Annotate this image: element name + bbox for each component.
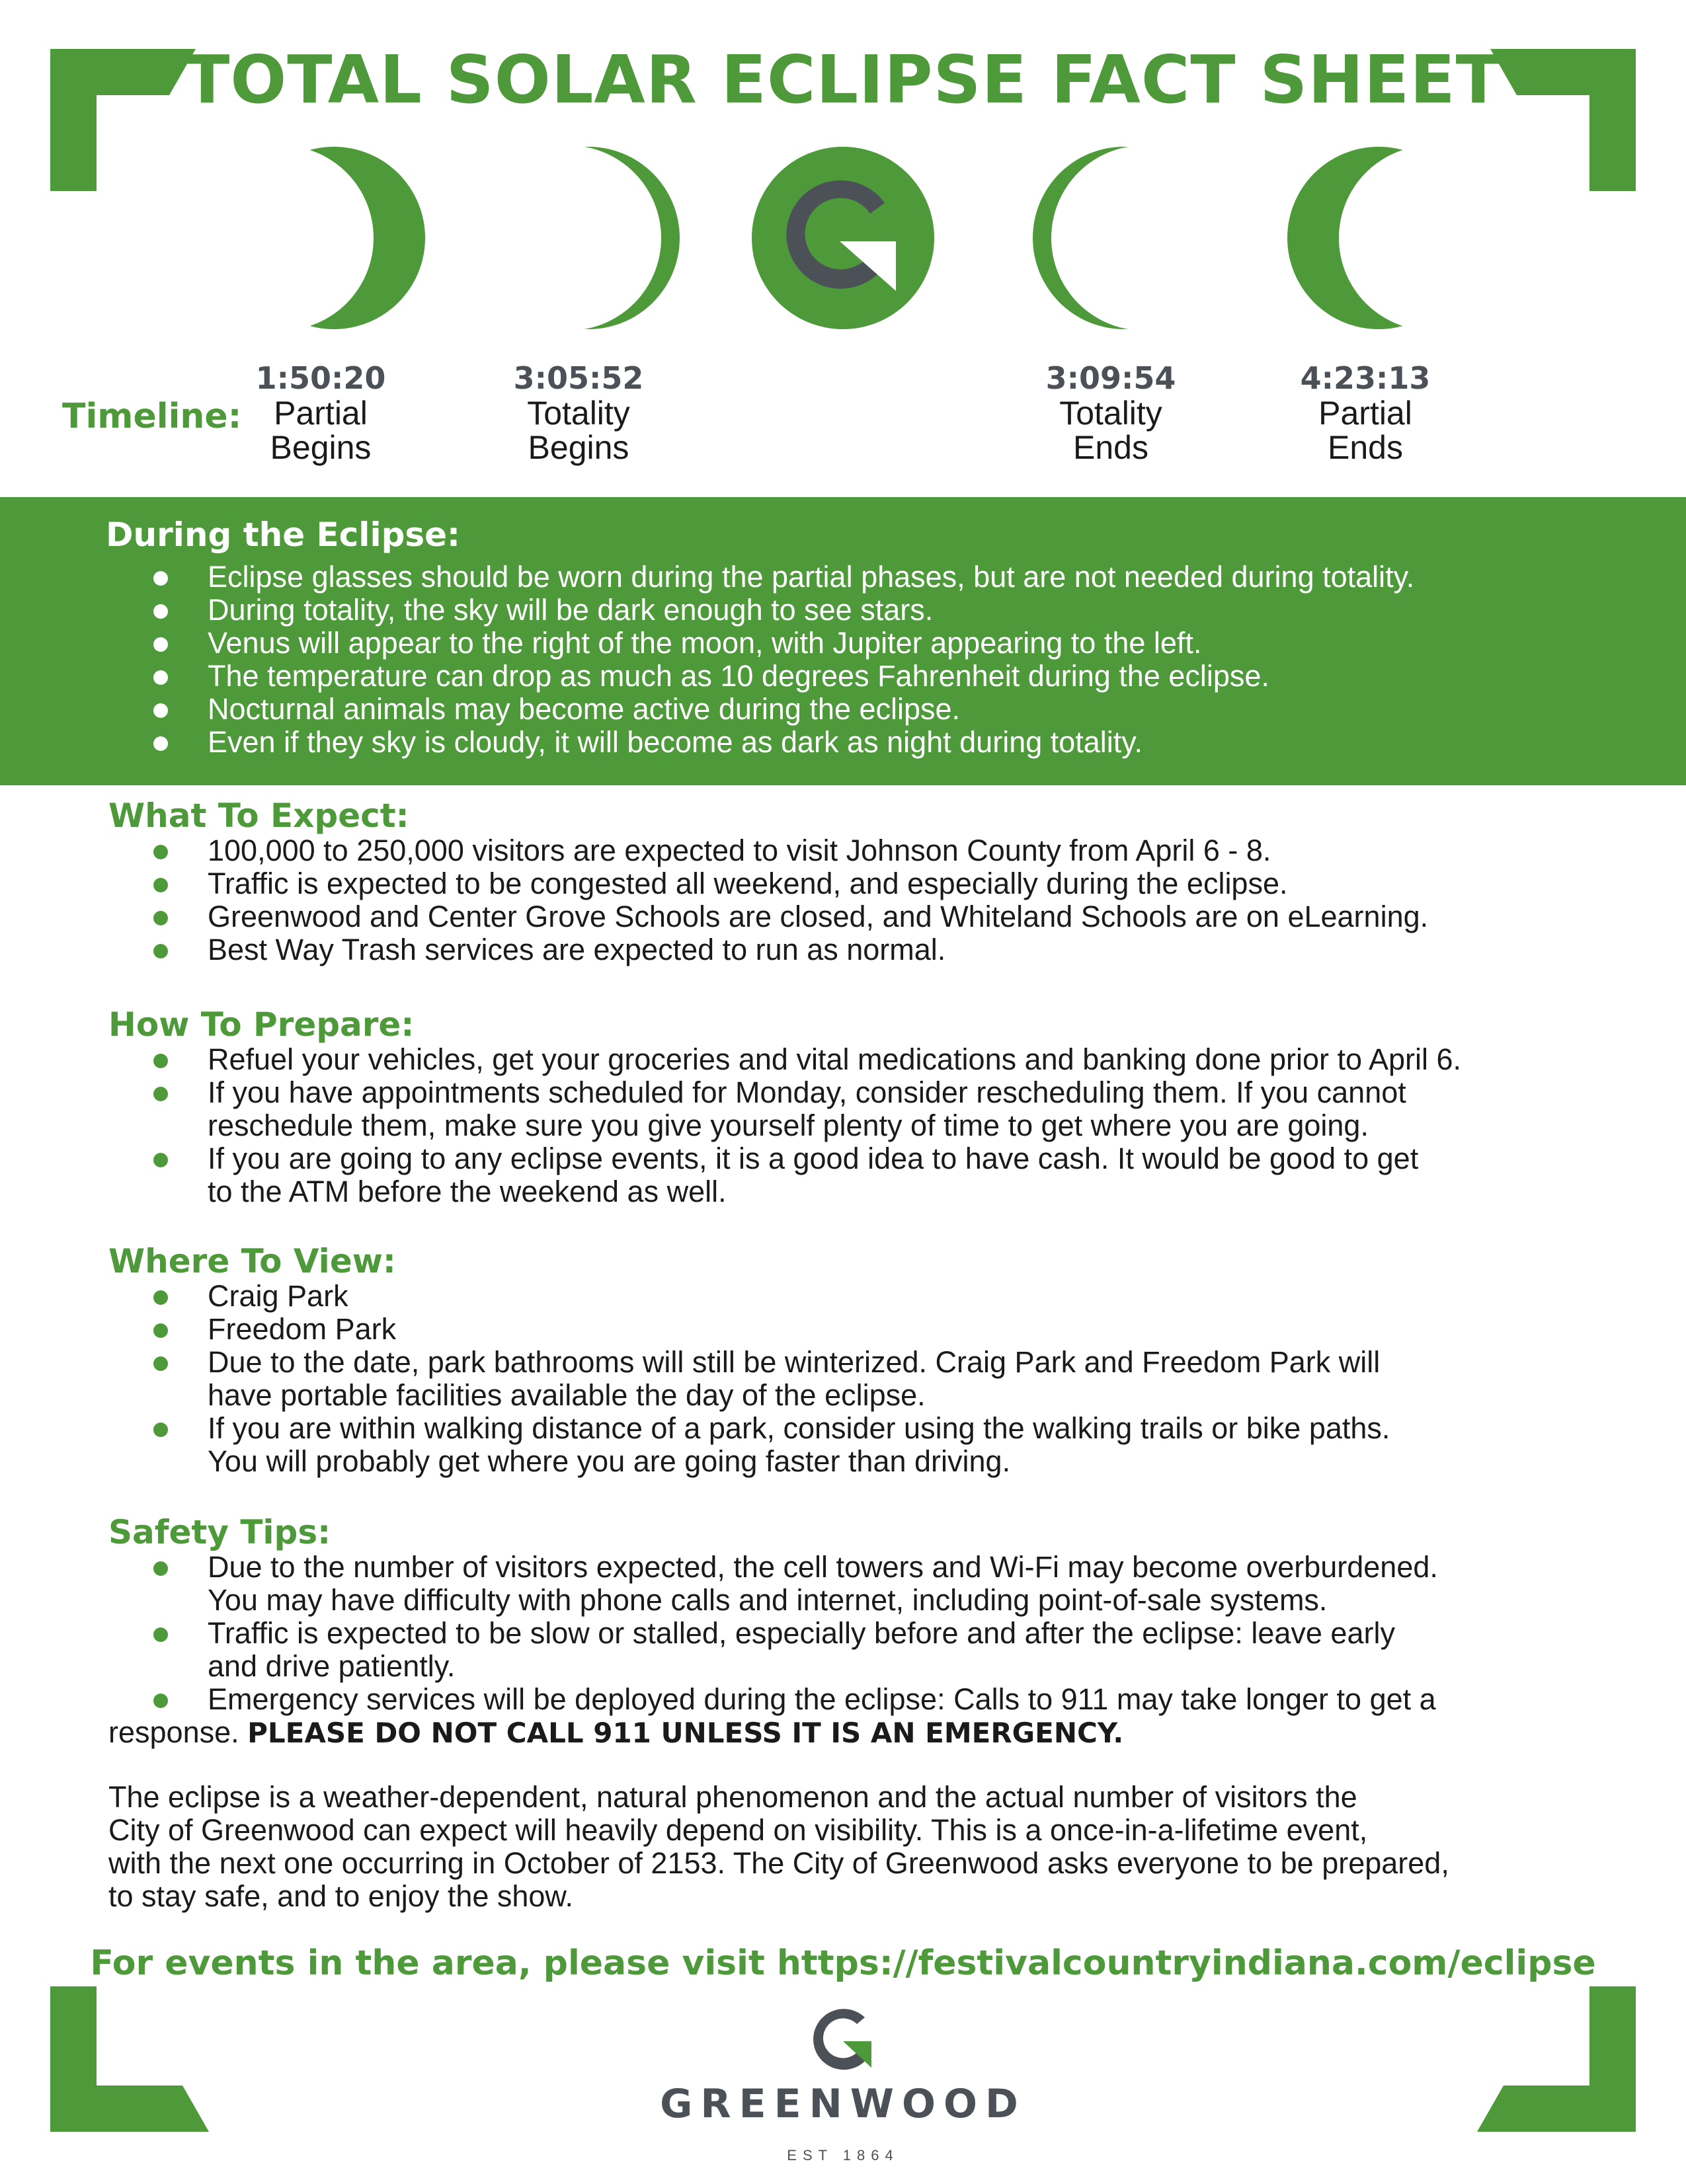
list-item-line: Due to the date, park bathrooms will still be winterized. Craig Park and Freedom Park will	[208, 1345, 1381, 1379]
timeline-totality-begins	[460, 360, 698, 465]
list-item-line: Emergency services will be deployed during the eclipse: Calls to 911 may take longer to get a	[208, 1682, 1436, 1716]
paragraph-line: with the next one occurring in October of 2153. The City of Greenwood asks everyone to be prepared,	[108, 1846, 1449, 1880]
list-item: Refuel your vehicles, get your groceries and vital medications and banking done prior to April 6.	[0, 1043, 1686, 1076]
timeline-totality-ends	[992, 360, 1230, 465]
totality-begins-crescent-icon	[493, 142, 684, 334]
timeline-event-line2: Begins	[270, 429, 372, 466]
section-heading: Safety Tips:	[108, 1513, 331, 1551]
list-item: Even if they sky is cloudy, it will become as dark as night during totality.	[0, 726, 1414, 759]
logo-established: EST 1864	[787, 2147, 899, 2164]
list-item: Nocturnal animals may become active during the eclipse.	[0, 693, 1414, 726]
list-item: Traffic is expected to be congested all weekend, and especially during the eclipse.	[0, 867, 1686, 900]
list-item: Eclipse glasses should be worn during the partial phases, but are not needed during totality.	[0, 561, 1414, 594]
list-item-line: have portable facilities available the day of the eclipse.	[208, 1378, 926, 1412]
list-item: 100,000 to 250,000 visitors are expected to visit Johnson County from April 6 - 8.	[0, 834, 1686, 867]
timeline-event-line1: Partial	[274, 395, 368, 432]
timeline-partial-begins	[202, 360, 440, 465]
what-to-expect-list	[0, 834, 1686, 966]
list-item-line: Due to the number of visitors expected, the cell towers and Wi-Fi may become overburdened.	[208, 1550, 1438, 1584]
list-item: Craig Park	[0, 1280, 1686, 1313]
greenwood-logo	[658, 2003, 1028, 2162]
logo-wordmark: GREENWOOD	[660, 2081, 1026, 2127]
timeline-time: 4:23:13	[1300, 360, 1431, 396]
timeline-label: Timeline:	[62, 397, 242, 436]
list-item	[0, 1412, 1686, 1478]
list-item	[0, 1617, 1686, 1683]
during-eclipse-list	[0, 561, 1414, 759]
section-heading: What To Expect:	[108, 797, 409, 835]
paragraph-line: The eclipse is a weather-dependent, natural phenomenon and the actual number of visitors the	[108, 1780, 1357, 1814]
timeline-time: 3:05:52	[513, 360, 644, 396]
greenwood-g-logo-icon	[807, 2003, 879, 2076]
partial-ends-crescent-icon	[1283, 142, 1474, 334]
timeline-event-line1: Partial	[1318, 395, 1412, 432]
timeline-partial-ends	[1246, 360, 1484, 465]
emergency-warning: PLEASE DO NOT CALL 911 UNLESS IT IS AN EMERGENCY.	[247, 1717, 1124, 1749]
list-item-line: to the ATM before the weekend as well.	[208, 1175, 727, 1208]
list-item-line: You will probably get where you are going faster than driving.	[208, 1444, 1011, 1478]
where-to-view-list	[0, 1280, 1686, 1478]
list-item-line: Traffic is expected to be slow or stalled, especially before and after the eclipse: leave early	[208, 1616, 1395, 1650]
section-heading: During the Eclipse:	[106, 516, 461, 554]
safety-emergency-continuation	[0, 1716, 1686, 1750]
list-item	[0, 1142, 1686, 1208]
safety-tips-section	[0, 1514, 1686, 1750]
corner-bracket-bottom-left	[50, 1986, 209, 2132]
timeline-event-line2: Ends	[1073, 429, 1148, 466]
paragraph-line: to stay safe, and to enjoy the show.	[108, 1879, 573, 1913]
closing-paragraph	[108, 1781, 1449, 1913]
timeline-event-line1: Totality	[1059, 395, 1162, 432]
list-item-line: If you have appointments scheduled for Monday, consider rescheduling them. If you cannot	[208, 1075, 1406, 1109]
list-item	[0, 1076, 1686, 1142]
partial-begins-crescent-icon	[238, 142, 430, 334]
events-link-line[interactable]: For events in the area, please visit https://festivalcountryindiana.com/eclipse	[90, 1943, 1596, 1983]
safety-tips-list	[0, 1551, 1686, 1716]
page-title: TOTAL SOLAR ECLIPSE FACT SHEET	[184, 41, 1502, 118]
list-item-line: reschedule them, make sure you give yourself plenty of time to get where you are going.	[208, 1109, 1369, 1142]
totality-ends-crescent-icon	[1028, 142, 1220, 334]
during-eclipse-section	[0, 497, 1686, 785]
timeline-time: 3:09:54	[1045, 360, 1176, 396]
list-item	[0, 1551, 1686, 1617]
where-to-view-section	[0, 1243, 1686, 1478]
totality-greenwood-logo-icon	[747, 142, 939, 334]
timeline-time: 1:50:20	[255, 360, 386, 396]
list-item: Venus will appear to the right of the moon, with Jupiter appearing to the left.	[0, 627, 1414, 660]
how-to-prepare-list	[0, 1043, 1686, 1208]
list-item	[0, 1683, 1686, 1716]
list-item: During totality, the sky will be dark enough to see stars.	[0, 594, 1414, 627]
list-item-line: and drive patiently.	[208, 1649, 456, 1683]
what-to-expect-section	[0, 797, 1686, 966]
section-heading: Where To View:	[108, 1242, 396, 1280]
how-to-prepare-section	[0, 1006, 1686, 1208]
section-heading: How To Prepare:	[108, 1005, 415, 1044]
emergency-continuation-text: response.	[108, 1715, 239, 1749]
timeline-event-line1: Totality	[527, 395, 630, 432]
timeline-event-line2: Begins	[528, 429, 629, 466]
corner-bracket-bottom-right	[1477, 1986, 1636, 2132]
paragraph-line: City of Greenwood can expect will heavily depend on visibility. This is a once-in-a-lifetime event,	[108, 1813, 1368, 1847]
timeline-event-line2: Ends	[1328, 429, 1403, 466]
list-item-line: If you are within walking distance of a park, consider using the walking trails or bike paths.	[208, 1411, 1390, 1445]
list-item: The temperature can drop as much as 10 degrees Fahrenheit during the eclipse.	[0, 660, 1414, 693]
list-item: Best Way Trash services are expected to run as normal.	[0, 933, 1686, 966]
list-item: Freedom Park	[0, 1313, 1686, 1346]
list-item: Greenwood and Center Grove Schools are closed, and Whiteland Schools are on eLearning.	[0, 900, 1686, 933]
list-item-line: If you are going to any eclipse events, it is a good idea to have cash. It would be good to get	[208, 1142, 1419, 1175]
list-item	[0, 1346, 1686, 1412]
list-item-line: You may have difficulty with phone calls and internet, including point-of-sale systems.	[208, 1583, 1328, 1617]
